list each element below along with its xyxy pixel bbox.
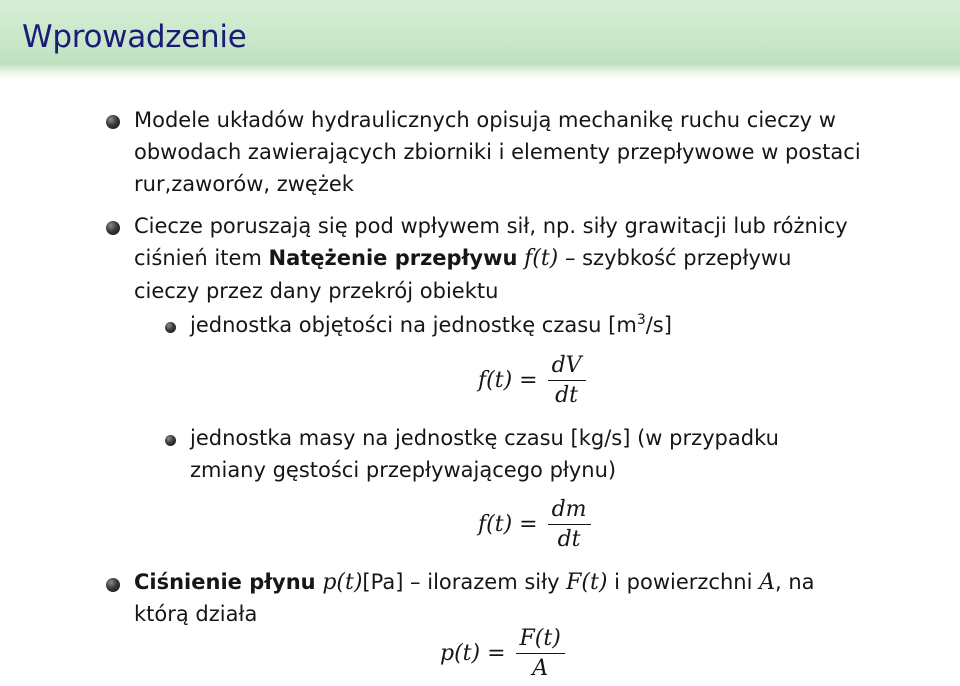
math-A: A: [759, 570, 775, 595]
fraction-numerator: dm: [548, 497, 591, 525]
sub1-text: jednostka objętości na jednostkę czasu [m: [190, 313, 637, 337]
sub-bullet-icon: [165, 435, 176, 446]
fraction-numerator: dV: [548, 353, 586, 381]
sub2-line2: zmiany gęstości przepływającego płynu): [190, 458, 617, 482]
bullet-icon: [106, 578, 120, 592]
fraction-denominator: dt: [555, 383, 579, 409]
bullet-icon: [106, 115, 120, 129]
sub1-sup: 3: [636, 312, 646, 328]
sub2-line1: jednostka masy na jednostkę czasu [kg/s] (w przypadku: [190, 426, 779, 450]
fraction: [548, 497, 591, 553]
fraction-numerator: F(t): [516, 626, 565, 654]
fraction-denominator: dt: [557, 527, 581, 553]
bullet2-line3: cieczy przez dany przekrój obiektu: [134, 279, 499, 303]
bullet1-line2: obwodach zawierających zbiorniki i elementy przepływowe w postaci: [134, 140, 861, 164]
formula-lhs: f(t) =: [478, 368, 538, 394]
sub1-line: [190, 313, 672, 337]
bullet2-line2: [134, 246, 791, 271]
bullet3-line1: [134, 570, 815, 595]
formula-lhs: f(t) =: [478, 512, 538, 538]
bullet2-text: ciśnień item: [134, 246, 269, 270]
bullet2-line1: Ciecze poruszają się pod wpływem sił, np. siły grawitacji lub różnicy: [134, 214, 848, 238]
bullet2-text-b: – szybkość przepływu: [558, 246, 792, 270]
sub-bullet-icon: [165, 322, 176, 333]
fraction-denominator: A: [532, 656, 549, 682]
bullet3-line2: którą działa: [134, 602, 258, 626]
math-f-of-t: f(t): [524, 246, 559, 271]
fraction: [516, 626, 565, 682]
formula-volume-flow: [478, 353, 586, 409]
bullet3-text-a: [Pa] – ilorazem siły: [362, 570, 567, 594]
bullet-icon: [106, 221, 120, 235]
formula-mass-flow: [478, 497, 591, 553]
fraction: [548, 353, 586, 409]
slide-title: Wprowadzenie: [22, 19, 247, 55]
formula-lhs: p(t) =: [440, 641, 506, 667]
bullet3-text-b: i powierzchni: [607, 570, 760, 594]
sub1-text-b: /s]: [645, 313, 672, 337]
math-F-of-t: F(t): [566, 570, 608, 595]
bullet1-line3: rur,zaworów, zwężek: [134, 172, 354, 196]
term-pressure: Ciśnienie płynu: [134, 570, 316, 594]
title-bar: [0, 0, 960, 80]
term-flow-rate: Natężenie przepływu: [268, 246, 518, 270]
bullet3-text-c: , na: [774, 570, 815, 594]
bullet1-line1: Modele układów hydraulicznych opisują mechanikę ruchu cieczy w: [134, 108, 836, 132]
math-p-of-t: p(t): [322, 570, 363, 595]
formula-pressure: [440, 626, 565, 682]
